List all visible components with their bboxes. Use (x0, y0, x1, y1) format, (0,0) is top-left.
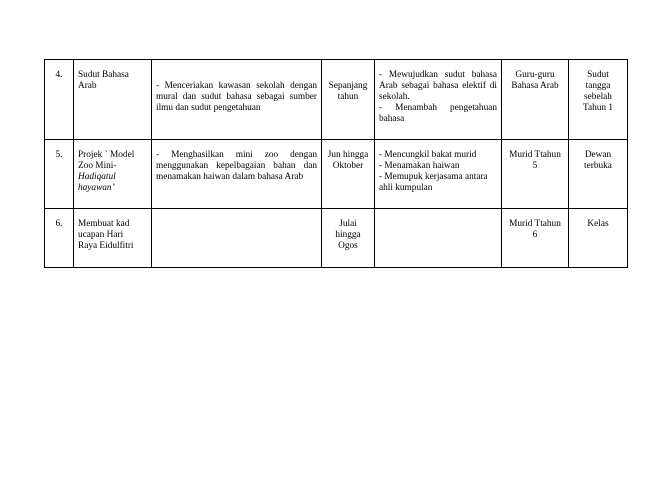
target-line: 5 (532, 161, 538, 171)
table-row (45, 209, 628, 268)
target-cell (502, 60, 569, 140)
time-line: Julai (339, 219, 357, 229)
program-line: hayawan’ (78, 183, 115, 193)
target-line: Guru-guru (515, 70, 555, 80)
program-cell (74, 60, 152, 140)
target-line: 6 (532, 230, 538, 240)
program-line: ucapan Hari (78, 230, 124, 240)
row-number: 4. (45, 60, 74, 140)
program-line: Projek ` Model (78, 150, 135, 160)
impact-line: - Mewujudkan sudut bahasa Arab sebagai bahasa elektif di sekolah. (379, 70, 497, 102)
time-line: Oktober (332, 161, 364, 171)
program-line: Sudut Bahasa (78, 70, 129, 80)
impact-line: - Mencungkil bakat murid (379, 150, 477, 160)
impact-line: - Memupuk kerjasama antara ahli kumpulan (379, 172, 488, 193)
place-line: Kelas (587, 219, 609, 229)
table-row (45, 60, 628, 140)
place-line: tangga (585, 81, 611, 91)
impact-cell (375, 140, 502, 209)
time-cell (322, 140, 375, 209)
place-line: terbuka (584, 161, 612, 171)
program-line: Hadiqatul (78, 172, 116, 182)
program-line: Membuat kad (78, 219, 130, 229)
activity-plan-table (44, 59, 628, 268)
time-line: Jun hingga (327, 150, 369, 160)
program-line: Zoo Mini- (78, 161, 117, 171)
program-cell (74, 209, 152, 268)
place-cell (569, 60, 628, 140)
objective-cell (152, 209, 322, 268)
objective-cell (152, 60, 322, 140)
time-cell (322, 209, 375, 268)
target-cell (502, 209, 569, 268)
program-line: Raya Eidulfitri (78, 241, 134, 251)
target-line: Murid Ttahun (509, 150, 561, 160)
place-cell (569, 140, 628, 209)
time-line: Ogos (338, 241, 358, 251)
target-line: Murid Ttahun (509, 219, 561, 229)
time-line: hingga (335, 230, 361, 240)
objective-cell (152, 140, 322, 209)
place-line: Dewan (584, 150, 612, 160)
impact-cell (375, 209, 502, 268)
program-cell (74, 140, 152, 209)
time-cell (322, 60, 375, 140)
impact-line: - Menamakan haiwan (379, 161, 460, 171)
time-line: tahun (337, 92, 359, 102)
impact-cell (375, 60, 502, 140)
time-line: Sepanjang (328, 81, 368, 91)
place-line: Sudut (587, 70, 609, 80)
row-number: 6. (45, 209, 74, 268)
impact-line: - Menambah pengetahuan bahasa (379, 103, 497, 124)
target-cell (502, 140, 569, 209)
table-row (45, 140, 628, 209)
row-number: 5. (45, 140, 74, 209)
place-cell (569, 209, 628, 268)
place-line: Tahun 1 (582, 103, 614, 113)
target-line: Bahasa Arab (511, 81, 559, 91)
program-line: Arab (78, 81, 97, 91)
place-line: sebelah (584, 92, 612, 102)
objective-text: - Menceriakan kawasan sekolah dengan mural dan sudut bahasa sebagai sumber ilmu dan sudut pengetahuan (156, 81, 317, 113)
objective-text: - Menghasilkan mini zoo dengan menggunakan kepelbagaian bahan dan menamakan haiwan dalam bahasa Arab (156, 150, 317, 182)
